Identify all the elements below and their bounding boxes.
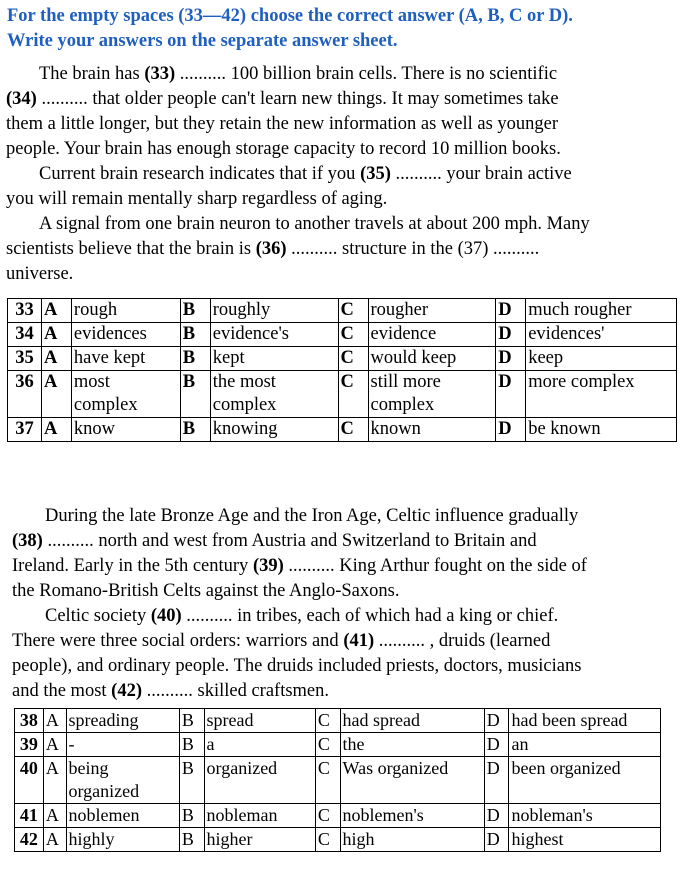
passage2-line (12, 679, 668, 704)
text: .......... King Arthur fought on the side of (283, 556, 587, 576)
answer-table-2 (14, 708, 661, 852)
option-letter: C (315, 709, 340, 733)
text: Current brain research indicates that if you (39, 164, 361, 184)
option-text: a (204, 733, 315, 757)
option-text: highly (66, 828, 179, 852)
passage2-line (12, 554, 668, 579)
option-text: known (368, 418, 496, 442)
text: and the most (12, 681, 112, 701)
question-row (8, 418, 677, 442)
option-letter: B (179, 757, 204, 804)
option-text: keep (526, 347, 677, 371)
option-text: roughly (210, 299, 338, 323)
text: you will remain mentally sharp regardless of aging. (6, 189, 388, 209)
option-letter: A (43, 828, 66, 852)
option-text: being organized (66, 757, 179, 804)
option-letter: B (179, 709, 204, 733)
option-text: much rougher (526, 299, 677, 323)
option-text: still more complex (368, 371, 496, 418)
option-letter: A (41, 418, 71, 442)
text: the Romano-British Celts against the Anglo-Saxons. (12, 581, 400, 601)
question-number: 36 (8, 371, 42, 418)
passage-1 (6, 62, 686, 287)
option-letter: D (484, 757, 509, 804)
gap-number: (39) (252, 556, 284, 576)
passage2-line (12, 579, 668, 604)
option-text: organized (204, 757, 315, 804)
option-letter: B (180, 371, 210, 418)
answer-table-1 (7, 298, 677, 442)
option-text: evidence's (210, 323, 338, 347)
option-text: evidences (71, 323, 180, 347)
gap-number: (41) (343, 631, 375, 651)
passage2-line (12, 504, 668, 529)
option-letter: C (315, 828, 340, 852)
option-text: highest (509, 828, 661, 852)
option-letter: A (41, 371, 71, 418)
question-number: 35 (8, 347, 42, 371)
option-text: the (340, 733, 484, 757)
option-letter: D (496, 371, 526, 418)
option-letter: C (315, 733, 340, 757)
instructions-line-2: Write your answers on the separate answer sheet. (7, 31, 398, 51)
option-text: be known (526, 418, 677, 442)
question-row (8, 323, 677, 347)
instructions-line-1: For the empty spaces (33—42) choose the correct answer (A, B, C or D). (7, 6, 573, 26)
option-letter: A (43, 804, 66, 828)
option-text: - (66, 733, 179, 757)
text: .......... in tribes, each of which had a king or chief. (181, 606, 559, 626)
option-text: nobleman (204, 804, 315, 828)
gap-number: (42) (111, 681, 142, 701)
option-text: more complex (526, 371, 677, 418)
option-letter: A (41, 323, 71, 347)
option-letter: B (179, 733, 204, 757)
option-text: been organized (509, 757, 661, 804)
option-letter: C (315, 757, 340, 804)
option-letter: C (338, 347, 368, 371)
text: .......... skilled craftsmen. (142, 681, 330, 701)
passage1-line (6, 187, 686, 212)
option-text: an (509, 733, 661, 757)
option-text: Was organized (340, 757, 484, 804)
option-text: kept (210, 347, 338, 371)
option-text: rougher (368, 299, 496, 323)
question-number: 38 (15, 709, 44, 733)
option-letter: D (484, 709, 509, 733)
text: people), and ordinary people. The druids included priests, doctors, musicians (12, 656, 582, 676)
passage1-line (6, 262, 686, 287)
text: .......... structure in the (37) .......... (286, 239, 540, 259)
option-letter: B (179, 804, 204, 828)
option-text: had spread (340, 709, 484, 733)
option-text: noblemen's (340, 804, 484, 828)
option-letter: C (338, 371, 368, 418)
option-letter: A (43, 733, 66, 757)
text: universe. (6, 264, 74, 284)
option-letter: C (338, 323, 368, 347)
passage2-line (12, 604, 668, 629)
text: There were three social orders: warriors and (12, 631, 344, 651)
gap-number: (36) (255, 239, 287, 259)
text: .......... your brain active (390, 164, 572, 184)
gap-number: (33) (144, 64, 176, 84)
option-letter: A (43, 757, 66, 804)
option-text: high (340, 828, 484, 852)
option-letter: A (41, 347, 71, 371)
text: .......... , druids (learned (374, 631, 551, 651)
question-number: 34 (8, 323, 42, 347)
text: .......... north and west from Austria and Switzerland to Britain and (42, 531, 537, 551)
passage2-line (12, 629, 668, 654)
text: A signal from one brain neuron to another travels at about 200 mph. Many (39, 214, 590, 234)
option-text: the most complex (210, 371, 338, 418)
question-row (8, 371, 677, 418)
option-letter: C (338, 299, 368, 323)
option-letter: D (496, 418, 526, 442)
option-letter: D (496, 347, 526, 371)
gap-number: (34) (6, 89, 37, 109)
option-text: had been spread (509, 709, 661, 733)
text: them a little longer, but they retain the new information as well as younger (6, 114, 559, 134)
text: .......... 100 billion brain cells. There is no scientific (175, 64, 558, 84)
option-text: higher (204, 828, 315, 852)
passage1-line (6, 87, 686, 112)
text: Celtic society (45, 606, 151, 626)
text: .......... that older people can't learn new things. It may sometimes take (36, 89, 559, 109)
passage2-line (12, 654, 668, 679)
option-text: would keep (368, 347, 496, 371)
option-letter: B (180, 323, 210, 347)
option-letter: B (180, 347, 210, 371)
question-row (15, 733, 661, 757)
instructions (7, 4, 687, 54)
option-text: most complex (71, 371, 180, 418)
text: people. Your brain has enough storage capacity to record 10 million books. (6, 139, 561, 159)
passage1-line (6, 237, 686, 262)
question-row (8, 299, 677, 323)
option-text: spread (204, 709, 315, 733)
text: Ireland. Early in the 5th century (12, 556, 253, 576)
option-letter: D (484, 733, 509, 757)
gap-number: (38) (12, 531, 43, 551)
question-row (15, 709, 661, 733)
option-letter: D (496, 323, 526, 347)
option-text: knowing (210, 418, 338, 442)
question-row (15, 804, 661, 828)
gap-number: (35) (360, 164, 391, 184)
question-row (15, 757, 661, 804)
passage1-line (6, 137, 686, 162)
option-letter: D (484, 828, 509, 852)
passage-2 (12, 504, 668, 704)
option-letter: B (180, 418, 210, 442)
text: During the late Bronze Age and the Iron Age, Celtic influence gradually (45, 506, 579, 526)
passage1-line (6, 212, 686, 237)
option-text: nobleman's (509, 804, 661, 828)
question-number: 42 (15, 828, 44, 852)
question-number: 41 (15, 804, 44, 828)
question-number: 40 (15, 757, 44, 804)
option-letter: B (179, 828, 204, 852)
text: scientists believe that the brain is (6, 239, 256, 259)
option-letter: B (180, 299, 210, 323)
question-number: 33 (8, 299, 42, 323)
passage1-line (6, 62, 686, 87)
option-text: evidences' (526, 323, 677, 347)
text: The brain has (39, 64, 145, 84)
option-text: evidence (368, 323, 496, 347)
option-text: know (71, 418, 180, 442)
option-letter: C (315, 804, 340, 828)
gap-number: (40) (150, 606, 182, 626)
question-number: 39 (15, 733, 44, 757)
question-row (8, 347, 677, 371)
option-text: spreading (66, 709, 179, 733)
question-row (15, 828, 661, 852)
option-letter: C (338, 418, 368, 442)
option-letter: A (41, 299, 71, 323)
passage1-line (6, 112, 686, 137)
question-number: 37 (8, 418, 42, 442)
option-letter: D (496, 299, 526, 323)
option-text: have kept (71, 347, 180, 371)
passage1-line (6, 162, 686, 187)
option-text: rough (71, 299, 180, 323)
passage2-line (12, 529, 668, 554)
option-letter: A (43, 709, 66, 733)
option-letter: D (484, 804, 509, 828)
option-text: noblemen (66, 804, 179, 828)
